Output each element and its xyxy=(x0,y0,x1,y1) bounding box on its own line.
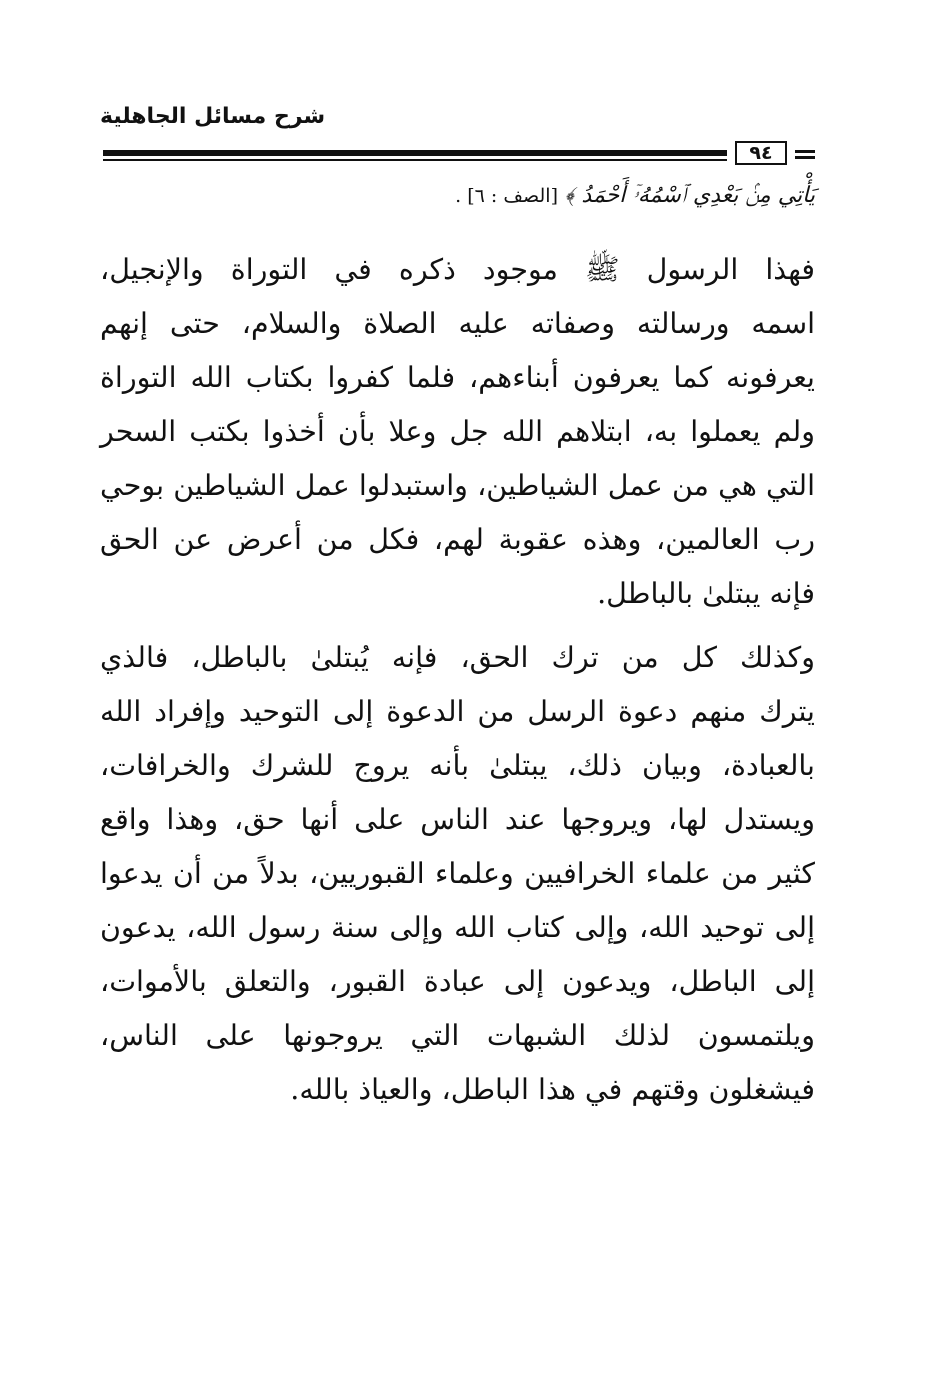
text-line: فهذا الرسول ﷺ موجود ذكره في التوراة والإنجيل، xyxy=(100,253,815,286)
text-line: وكذلك كل من ترك الحق، فإنه يُبتلىٰ بالباطل، فالذي xyxy=(100,641,815,674)
header-rule-thick-line xyxy=(103,150,727,156)
header-rule-short-line xyxy=(795,156,815,159)
verse-text: يَأْتِي مِنۢ بَعْدِي ٱسْمُهُۥٓ أَحْمَدُ ﴾ xyxy=(564,183,815,208)
text-line: يترك منهم دعوة الرسل من الدعوة إلى التوحيد وإفراد الله xyxy=(100,695,815,728)
text-line: فيشغلون وقتهم في هذا الباطل، والعياذ بالله. xyxy=(290,1073,815,1106)
text-line: ويستدل لها، ويروجها عند الناس على أنها حق، وهذا واقع xyxy=(100,803,815,836)
header-rule-short-line xyxy=(795,150,815,153)
page-number: ٩٤ xyxy=(735,141,787,165)
text-line: كثير من علماء الخرافيين وعلماء القبوريين، بدلاً من أن يدعوا xyxy=(100,857,815,890)
quran-verse xyxy=(440,172,815,218)
text-line: ويلتمسون لذلك الشبهات التي يروجونها على الناس، xyxy=(100,1019,815,1052)
header-rule-thin-line xyxy=(103,159,727,161)
running-title: شرح مسائل الجاهلية xyxy=(100,104,326,129)
text-line: بالعبادة، وبيان ذلك، يبتلىٰ بأنه يروج للشرك والخرافات، xyxy=(100,749,815,782)
text-line: اسمه ورسالته وصفاته عليه الصلاة والسلام، حتى إنهم xyxy=(100,307,815,340)
text-line: ولم يعملوا به، ابتلاهم الله جل وعلا بأن أخذوا بكتب السحر xyxy=(100,415,815,448)
text-line: رب العالمين، وهذه عقوبة لهم، فكل من أعرض عن الحق xyxy=(100,523,815,556)
text-line: يعرفونه كما يعرفون أبناءهم، فلما كفروا بكتاب الله التوراة xyxy=(100,361,815,394)
verse-reference: [الصف : ٦] . xyxy=(455,185,558,207)
text-line: فإنه يبتلىٰ بالباطل. xyxy=(597,577,815,610)
text-line: إلى الباطل، ويدعون إلى عبادة القبور، والتعلق بالأموات، xyxy=(100,965,815,998)
header-rule xyxy=(103,141,815,167)
text-line: التي هي من عمل الشياطين، واستبدلوا عمل الشياطين بوحي xyxy=(100,469,815,502)
text-line: إلى توحيد الله، وإلى كتاب الله وإلى سنة رسول الله، يدعون xyxy=(100,911,815,944)
